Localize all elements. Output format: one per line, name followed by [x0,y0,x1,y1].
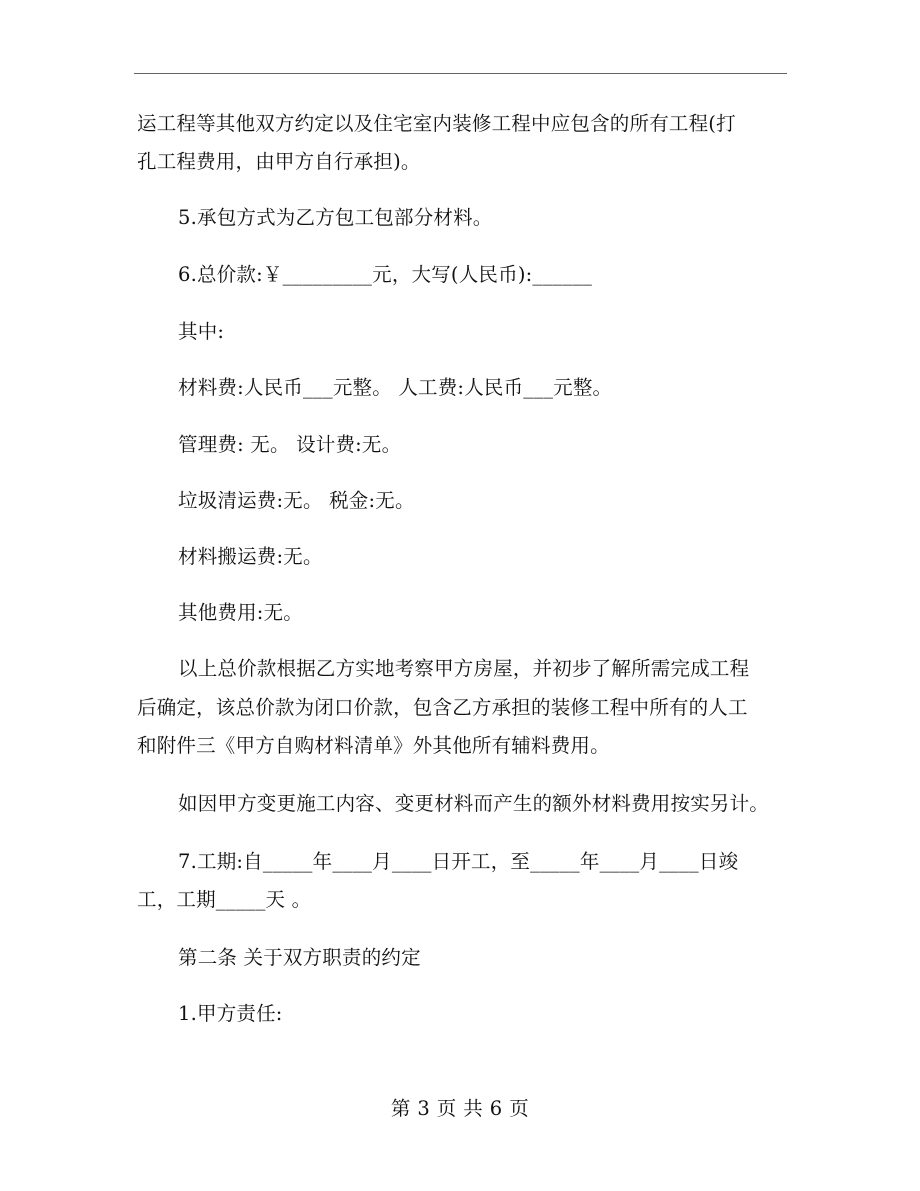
text-line: 垃圾清运费:无。 税金:无。 [178,489,415,512]
text-line: 5.承包方式为乙方包工包部分材料。 [178,206,493,229]
text-line: 管理费: 无。 设计费:无。 [178,433,402,456]
text-line: 和附件三《甲方自购材料清单》外其他所有辅料费用。 [137,734,610,757]
text-line: 以上总价款根据乙方实地考察甲方房屋，并初步了解所需完成工程 [178,657,750,680]
text-line: 7.工期:自_____年____月____日开工，至_____年____月____日竣 [178,850,739,873]
text-line: 孔工程费用，由甲方自行承担)。 [137,150,421,173]
header-rule [134,73,787,74]
text-line: 1.甲方责任: [178,1002,283,1025]
text-line: 工，工期_____天 。 [137,888,312,911]
page-number: 第 3 页 共 6 页 [390,1097,530,1120]
text-line: 如因甲方变更施工内容、变更材料而产生的额外材料费用按实另计。 [178,792,770,815]
text-line: 材料搬运费:无。 [178,545,323,568]
text-line: 其他费用:无。 [178,601,303,624]
text-line: 后确定，该总价款为闭口价款，包含乙方承担的装修工程中所有的人工 [137,696,748,719]
text-line: 材料费:人民币___元整。 人工费:人民币___元整。 [178,376,613,399]
text-line: 其中: [178,320,225,343]
text-line: 运工程等其他双方约定以及住宅室内装修工程中应包含的所有工程(打 [137,112,736,135]
text-line: 6.总价款:￥_________元，大写(人民币):______ [178,263,593,286]
section-heading: 第二条 关于双方职责的约定 [178,946,421,969]
